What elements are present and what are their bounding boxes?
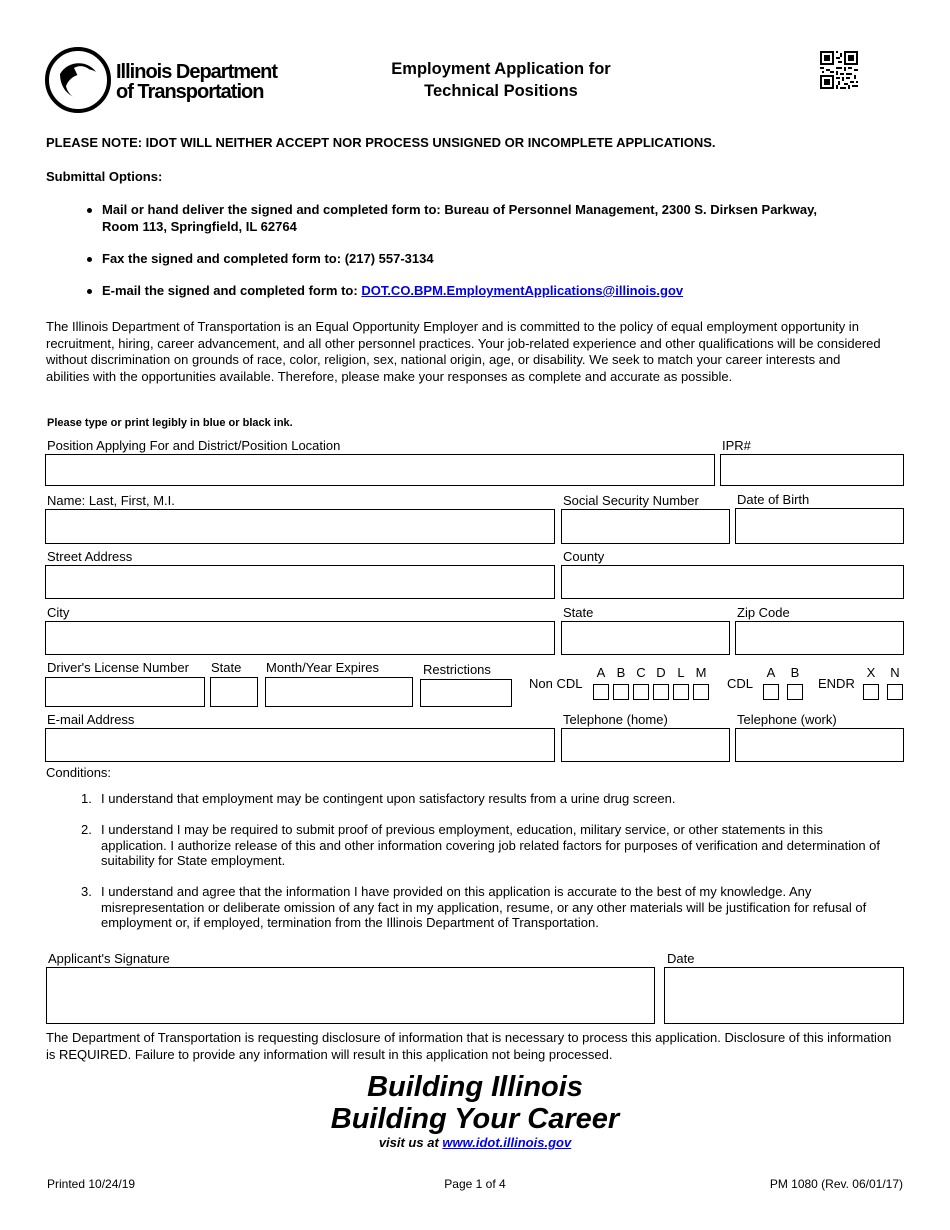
submittal-email	[102, 282, 683, 299]
restrictions-input[interactable]	[420, 679, 512, 707]
state-input[interactable]	[561, 621, 730, 655]
position-input[interactable]	[45, 454, 715, 486]
dl-number-input[interactable]	[45, 677, 205, 707]
dob-label: Date of Birth	[737, 492, 810, 507]
form-title-line-2: Technical Positions	[424, 82, 578, 100]
phone-work-label: Telephone (work)	[737, 712, 837, 727]
street-label: Street Address	[47, 549, 133, 564]
noncdl-a-label: A	[596, 665, 606, 680]
condition-text: I understand and agree that the information I have provided on this application is accurate to the best of my knowledge. Any misrepresentation or deliberate omission of any fact in my application, resume, or any other materials will be justification for refusal of employment or, if employed, termination from the Illinois Department of Transportation.	[101, 884, 867, 930]
ipr-label: IPR#	[722, 438, 751, 453]
condition-item	[81, 822, 891, 869]
phone-work-input[interactable]	[735, 728, 904, 762]
noncdl-d-label: D	[656, 665, 666, 680]
footer-printed: Printed 10/24/19	[47, 1177, 136, 1191]
signature-date-input[interactable]	[664, 967, 904, 1024]
signature-input[interactable]	[46, 967, 655, 1024]
condition-text: I understand I may be required to submit proof of previous employment, education, military service, or other statements in this application. I authorize release of this and other information covering job related factors for purposes of verification and determination of suitability for State employment.	[101, 822, 880, 868]
logo-line-1: Illinois Department	[116, 61, 278, 83]
ipr-input[interactable]	[720, 454, 904, 486]
form-title-line-1: Employment Application for	[391, 60, 611, 78]
noncdl-m-label: M	[695, 665, 707, 680]
restrictions-label: Restrictions	[423, 662, 491, 677]
visit-link[interactable]: www.idot.illinois.gov	[442, 1135, 572, 1150]
dl-number-label: Driver's License Number	[47, 660, 189, 675]
cdl-label: CDL	[727, 676, 754, 691]
cdl-a-label: A	[766, 665, 776, 680]
visit-prefix: visit us at	[378, 1135, 443, 1150]
street-input[interactable]	[45, 565, 555, 599]
signature-label: Applicant's Signature	[48, 951, 170, 966]
state-label: State	[563, 605, 594, 620]
submittal-mail-line-1: Mail or hand deliver the signed and completed form to: Bureau of Personnel Management, 2300 S. Dirksen Parkway,	[102, 202, 817, 217]
conditions-heading: Conditions:	[46, 765, 112, 780]
ssn-label: Social Security Number	[563, 493, 699, 508]
slogan-line-2: Building Your Career	[330, 1103, 620, 1135]
non-cdl-label: Non CDL	[529, 676, 583, 691]
signature-date-label: Date	[667, 951, 695, 966]
bullet-icon	[87, 289, 92, 294]
noncdl-c-checkbox[interactable]	[633, 684, 649, 700]
notice-text: PLEASE NOTE: IDOT WILL NEITHER ACCEPT NOR PROCESS UNSIGNED OR INCOMPLETE APPLICATIONS.	[46, 135, 716, 150]
submittal-mail-line-2: Room 113, Springfield, IL 62764	[102, 219, 297, 234]
qr-code-icon	[820, 51, 858, 89]
endr-label: ENDR	[818, 676, 855, 691]
phone-home-input[interactable]	[561, 728, 730, 762]
eeo-paragraph: The Illinois Department of Transportation is an Equal Opportunity Employer and is committed to the policy of equal employment opportunity in recruitment, hiring, career advancement, and all other personnel practices. Your job-related experience and other qualifications will be considered without discrimination on grounds of race, color, religion, sex, national origin, age, or disability. We seek to match your career interests and abilities with the opportunities available. Therefore, please make your responses as complete and accurate as possible.	[46, 319, 881, 384]
bullet-icon	[87, 208, 92, 213]
idot-emblem-icon	[44, 46, 112, 114]
email-input[interactable]	[45, 728, 555, 762]
slogan-line-1: Building Illinois	[367, 1071, 583, 1103]
idot-logo	[44, 46, 304, 114]
dl-state-label: State	[211, 660, 242, 675]
footer-form-number: PM 1080 (Rev. 06/01/17)	[769, 1177, 903, 1191]
noncdl-b-label: B	[616, 665, 626, 680]
cdl-b-checkbox[interactable]	[787, 684, 803, 700]
condition-item	[81, 791, 891, 807]
bullet-icon	[87, 257, 92, 262]
county-label: County	[563, 549, 605, 564]
submittal-fax: Fax the signed and completed form to: (217) 557-3134	[102, 251, 434, 266]
condition-text: I understand that employment may be contingent upon satisfactory results from a urine drug screen.	[101, 791, 676, 806]
slogan	[250, 1071, 700, 1151]
zip-input[interactable]	[735, 621, 904, 655]
endr-x-checkbox[interactable]	[863, 684, 879, 700]
position-label: Position Applying For and District/Position Location	[47, 438, 341, 453]
city-input[interactable]	[45, 621, 555, 655]
noncdl-m-checkbox[interactable]	[693, 684, 709, 700]
county-input[interactable]	[561, 565, 904, 599]
noncdl-b-checkbox[interactable]	[613, 684, 629, 700]
dl-expires-input[interactable]	[265, 677, 413, 707]
condition-number: 2.	[81, 822, 92, 837]
phone-home-label: Telephone (home)	[563, 712, 668, 727]
endr-n-label: N	[890, 665, 900, 680]
submittal-heading: Submittal Options:	[46, 169, 163, 184]
city-label: City	[47, 605, 70, 620]
noncdl-c-label: C	[636, 665, 646, 680]
dl-expires-label: Month/Year Expires	[266, 660, 379, 675]
submittal-mail	[102, 201, 902, 235]
disclosure-text: The Department of Transportation is requesting disclosure of information that is necessary to process this application. Disclosure of this information is REQUIRED. Failure to provide any information will result in this application not being processed.	[46, 1030, 892, 1062]
cdl-a-checkbox[interactable]	[763, 684, 779, 700]
submittal-email-prefix: E-mail the signed and completed form to:	[102, 283, 362, 298]
condition-number: 1.	[81, 791, 92, 806]
endr-x-label: X	[866, 665, 876, 680]
noncdl-l-label: L	[677, 665, 685, 680]
endr-n-checkbox[interactable]	[887, 684, 903, 700]
noncdl-a-checkbox[interactable]	[593, 684, 609, 700]
visit-line	[250, 1135, 700, 1151]
logo-line-2: of Transportation	[116, 81, 264, 103]
noncdl-d-checkbox[interactable]	[653, 684, 669, 700]
dob-input[interactable]	[735, 508, 904, 544]
zip-label: Zip Code	[737, 605, 790, 620]
ink-note: Please type or print legibly in blue or black ink.	[47, 417, 293, 429]
noncdl-l-checkbox[interactable]	[673, 684, 689, 700]
condition-number: 3.	[81, 884, 92, 899]
name-input[interactable]	[45, 509, 555, 544]
form-title	[340, 58, 662, 102]
condition-item	[81, 884, 891, 931]
ssn-input[interactable]	[561, 509, 730, 544]
name-label: Name: Last, First, M.I.	[47, 493, 175, 508]
submittal-email-link[interactable]: DOT.CO.BPM.EmploymentApplications@illinois.gov	[361, 283, 684, 298]
footer-page: Page 1 of 4	[444, 1177, 506, 1191]
dl-state-input[interactable]	[210, 677, 258, 707]
cdl-b-label: B	[790, 665, 800, 680]
email-label: E-mail Address	[47, 712, 135, 727]
